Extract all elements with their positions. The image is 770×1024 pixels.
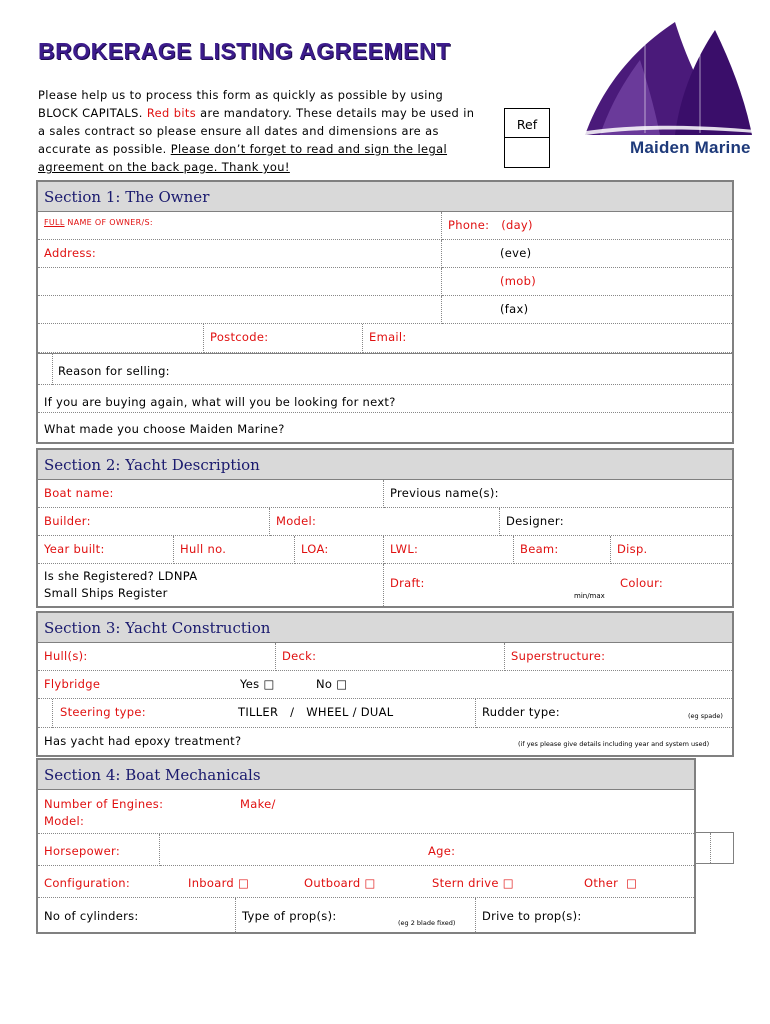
model-field[interactable] (270, 508, 500, 536)
reason-divider (52, 353, 53, 385)
checkbox-icon[interactable]: □ (336, 677, 348, 691)
phone-fax-label: (fax) (500, 302, 529, 316)
checkbox-icon[interactable]: □ (364, 876, 376, 890)
engines-label: Number of Engines: (44, 797, 164, 811)
builder-label: Builder: (44, 514, 91, 528)
address-field-4[interactable] (38, 324, 204, 353)
yes-label: Yes (240, 677, 260, 691)
form-title: BROKERAGE LISTING AGREEMENT (38, 38, 451, 64)
full-name-label: NAME OF OWNER/S: (64, 218, 153, 227)
hull-no-label: Hull no. (180, 542, 227, 556)
flybridge-no[interactable] (316, 677, 347, 691)
year-built-label: Year built: (44, 542, 105, 556)
configuration-row (38, 866, 694, 898)
loa-field[interactable] (295, 536, 384, 564)
reason-field[interactable] (38, 353, 732, 385)
deck-field[interactable] (276, 643, 505, 671)
address-field-1[interactable] (38, 240, 442, 268)
make-label: Make/ (240, 797, 276, 811)
address-field-2[interactable] (38, 268, 442, 296)
section-title: Section 2: Yacht Description (38, 450, 732, 480)
cylinders-field[interactable] (38, 898, 236, 932)
builder-field[interactable] (38, 508, 270, 536)
boat-name-field[interactable] (38, 480, 384, 508)
rudder-hint: (eg spade) (688, 712, 723, 720)
why-field[interactable] (38, 413, 732, 442)
disp-label: Disp. (617, 542, 648, 556)
lwl-field[interactable] (384, 536, 514, 564)
section-title: Section 4: Boat Mechanicals (38, 760, 694, 790)
other-option[interactable] (584, 876, 637, 890)
email-field[interactable] (363, 324, 732, 353)
registered-label-2: Small Ships Register (44, 586, 168, 600)
lwl-label: LWL: (390, 542, 419, 556)
section-title: Section 1: The Owner (38, 182, 732, 212)
hulls-field[interactable] (38, 643, 276, 671)
steering-label: Steering type: (60, 705, 146, 719)
disp-field[interactable] (611, 536, 732, 564)
section-yacht-construction (36, 611, 734, 757)
prop-type-label: Type of prop(s): (242, 909, 337, 923)
checkbox-icon[interactable]: □ (502, 876, 514, 890)
phone-fax-field[interactable] (442, 296, 732, 324)
buying-again-label: If you are buying again, what will you be looking for next? (44, 395, 396, 409)
steering-divider (52, 699, 53, 728)
phone-day-label: (day) (501, 218, 533, 232)
intro-part-1: Please help us to process this form as quickly as possible by using BLOCK CAPITALS. (38, 88, 444, 120)
full-name-field[interactable] (38, 212, 442, 240)
intro-text (38, 86, 483, 176)
phone-mob-field[interactable] (442, 268, 732, 296)
previous-names-label: Previous name(s): (390, 486, 499, 500)
deck-label: Deck: (282, 649, 317, 663)
checkbox-icon[interactable]: □ (237, 876, 250, 890)
hull-no-field[interactable] (174, 536, 295, 564)
flybridge-row (38, 671, 732, 699)
horsepower-field[interactable] (38, 834, 160, 866)
email-label: Email: (369, 330, 407, 344)
previous-names-field[interactable] (384, 480, 732, 508)
other-label: Other (584, 876, 619, 890)
address-label: Address: (44, 246, 97, 260)
draft-label: Draft: (390, 576, 425, 590)
designer-label: Designer: (506, 514, 564, 528)
no-label: No (316, 677, 333, 691)
outboard-label: Outboard (304, 876, 361, 890)
loa-label: LOA: (301, 542, 329, 556)
registered-field[interactable] (38, 564, 384, 606)
postcode-label: Postcode: (210, 330, 269, 344)
flybridge-yes[interactable] (240, 677, 275, 691)
why-label: What made you choose Maiden Marine? (44, 422, 285, 436)
boat-name-label: Boat name: (44, 486, 114, 500)
ref-label: Ref (516, 117, 538, 132)
rudder-field[interactable] (476, 699, 732, 728)
colour-label: Colour: (620, 576, 664, 590)
year-built-field[interactable] (38, 536, 174, 564)
postcode-field[interactable] (204, 324, 363, 353)
section-yacht-description (36, 448, 734, 608)
flybridge-label: Flybridge (44, 677, 101, 691)
prop-type-hint: (eg 2 blade fixed) (398, 919, 456, 927)
section-boat-mechanicals (36, 758, 696, 934)
model-label: Model: (276, 514, 317, 528)
prop-type-field[interactable] (236, 898, 476, 932)
overflow-divider (710, 833, 711, 863)
intro-red-bits: Red bits (146, 106, 197, 120)
beam-label: Beam: (520, 542, 559, 556)
address-field-3[interactable] (38, 296, 442, 324)
age-field[interactable] (160, 834, 694, 866)
cylinders-label: No of cylinders: (44, 909, 139, 923)
ref-divider (505, 137, 549, 138)
registered-label-1: Is she Registered? LDNPA (44, 569, 198, 583)
configuration-label: Configuration: (44, 876, 131, 890)
phone-eve-field[interactable] (442, 240, 732, 268)
superstructure-field[interactable] (505, 643, 732, 671)
stern-drive-option[interactable] (432, 876, 514, 890)
phone-day-field[interactable] (442, 212, 732, 240)
engines-make-field[interactable] (38, 790, 694, 834)
section-owner (36, 180, 734, 444)
rudder-label: Rudder type: (482, 705, 560, 719)
draft-minmax-hint: min/max (574, 592, 605, 600)
full-name-prefix: FULL (44, 218, 65, 227)
epoxy-hint: (if yes please give details including year and system used) (518, 740, 710, 748)
section-title: Section 3: Yacht Construction (38, 613, 732, 643)
ref-box[interactable] (504, 108, 550, 168)
phone-eve-label: (eve) (500, 246, 532, 260)
draft-colour-field[interactable] (384, 564, 732, 606)
epoxy-field[interactable] (38, 728, 732, 755)
phone-mob-label: (mob) (500, 274, 537, 288)
maiden-marine-logo (580, 20, 755, 170)
buying-again-field[interactable] (38, 385, 732, 413)
drive-to-prop-field[interactable] (476, 898, 694, 932)
logo-text: Maiden Marine (630, 138, 751, 157)
checkbox-icon[interactable]: □ (626, 876, 638, 890)
intro-underlined: Please don’t forget to read and sign the legal agreement on the back page. Thank you! (38, 142, 448, 174)
phone-label: Phone: (448, 218, 490, 232)
inboard-label: Inboard (188, 876, 234, 890)
drive-to-prop-label: Drive to prop(s): (482, 909, 582, 923)
designer-field[interactable] (500, 508, 732, 536)
overflow-box (696, 832, 734, 864)
outboard-option[interactable] (304, 876, 376, 890)
sails-icon (580, 20, 755, 140)
stern-drive-label: Stern drive (432, 876, 499, 890)
inboard-option[interactable] (188, 876, 249, 890)
age-label: Age: (428, 844, 456, 858)
horsepower-label: Horsepower: (44, 844, 120, 858)
steering-field[interactable] (38, 699, 476, 728)
model-label: Model: (44, 814, 85, 828)
epoxy-label: Has yacht had epoxy treatment? (44, 734, 242, 748)
reason-label: Reason for selling: (58, 364, 170, 378)
checkbox-icon[interactable]: □ (263, 677, 275, 691)
steering-options: TILLER / WHEEL / DUAL (238, 705, 394, 719)
hulls-label: Hull(s): (44, 649, 88, 663)
superstructure-label: Superstructure: (511, 649, 606, 663)
intro-part-2: are mandatory. These details may be used in a sales contract so please ensure all dates and dimensions are as accurate as possible. (38, 106, 475, 156)
beam-field[interactable] (514, 536, 611, 564)
